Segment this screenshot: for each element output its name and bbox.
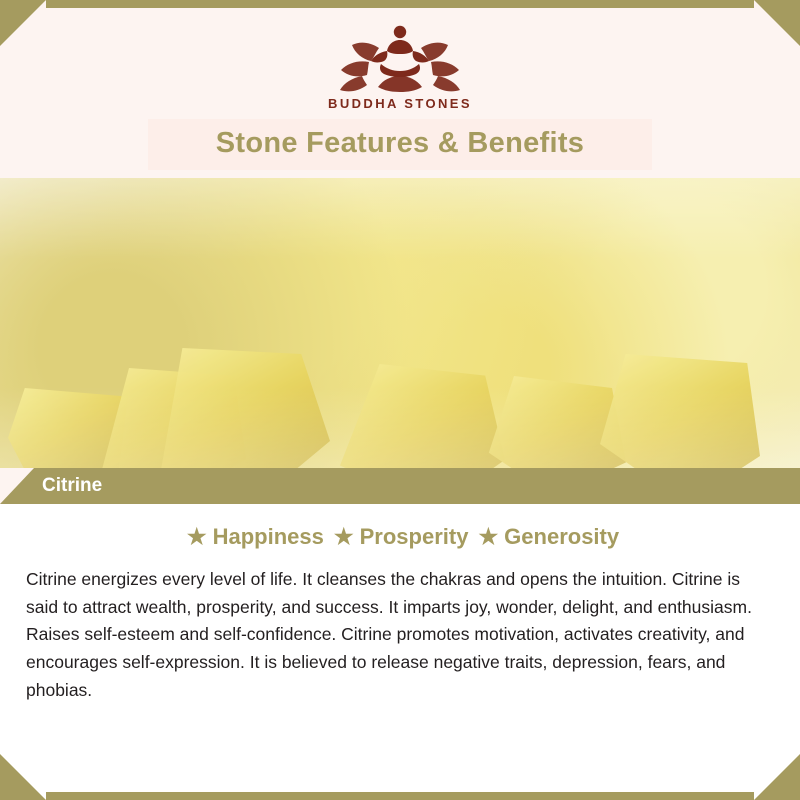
keyword-list bbox=[26, 524, 774, 550]
corner-decoration-bottom-left bbox=[0, 754, 46, 800]
brand-logo bbox=[0, 18, 800, 111]
edge-strip-bottom bbox=[46, 792, 754, 800]
corner-decoration-top-right bbox=[754, 0, 800, 46]
keyword-generosity bbox=[472, 524, 619, 550]
star-icon: ★ bbox=[333, 524, 354, 549]
keyword-label: Prosperity bbox=[359, 524, 469, 549]
star-icon: ★ bbox=[186, 524, 207, 549]
title-band bbox=[148, 119, 652, 170]
lotus-meditation-figure-icon bbox=[325, 18, 475, 92]
photo-overlay bbox=[0, 178, 800, 468]
citrine-stones-photo bbox=[0, 178, 800, 468]
stone-description: Citrine energizes every level of life. It cleanses the chakras and opens the intuition. Citrine is said to attract wealth, prosperity, and success. It imparts joy, wonder, delight, and enthusiasm. Raises self-esteem and self-confidence. Citrine promotes motivation, activates creativity, and encourages self-expression. It is believed to release negative traits, depression, fears, and phobias. bbox=[26, 569, 752, 700]
content-area bbox=[0, 504, 800, 800]
corner-decoration-bottom-right bbox=[754, 754, 800, 800]
page-title: Stone Features & Benefits bbox=[215, 127, 585, 159]
corner-decoration-top-left bbox=[0, 0, 46, 46]
star-icon: ★ bbox=[478, 524, 499, 549]
keyword-label: Generosity bbox=[504, 524, 620, 549]
brand-name: BUDDHA STONES bbox=[328, 96, 472, 111]
stone-name-bar bbox=[0, 468, 800, 504]
edge-strip-top bbox=[46, 0, 754, 8]
stone-name: Citrine bbox=[42, 475, 103, 496]
keyword-prosperity bbox=[328, 524, 469, 550]
header bbox=[0, 0, 800, 178]
keyword-happiness bbox=[181, 524, 324, 550]
name-bar-notch bbox=[0, 468, 34, 504]
keyword-label: Happiness bbox=[212, 524, 324, 549]
